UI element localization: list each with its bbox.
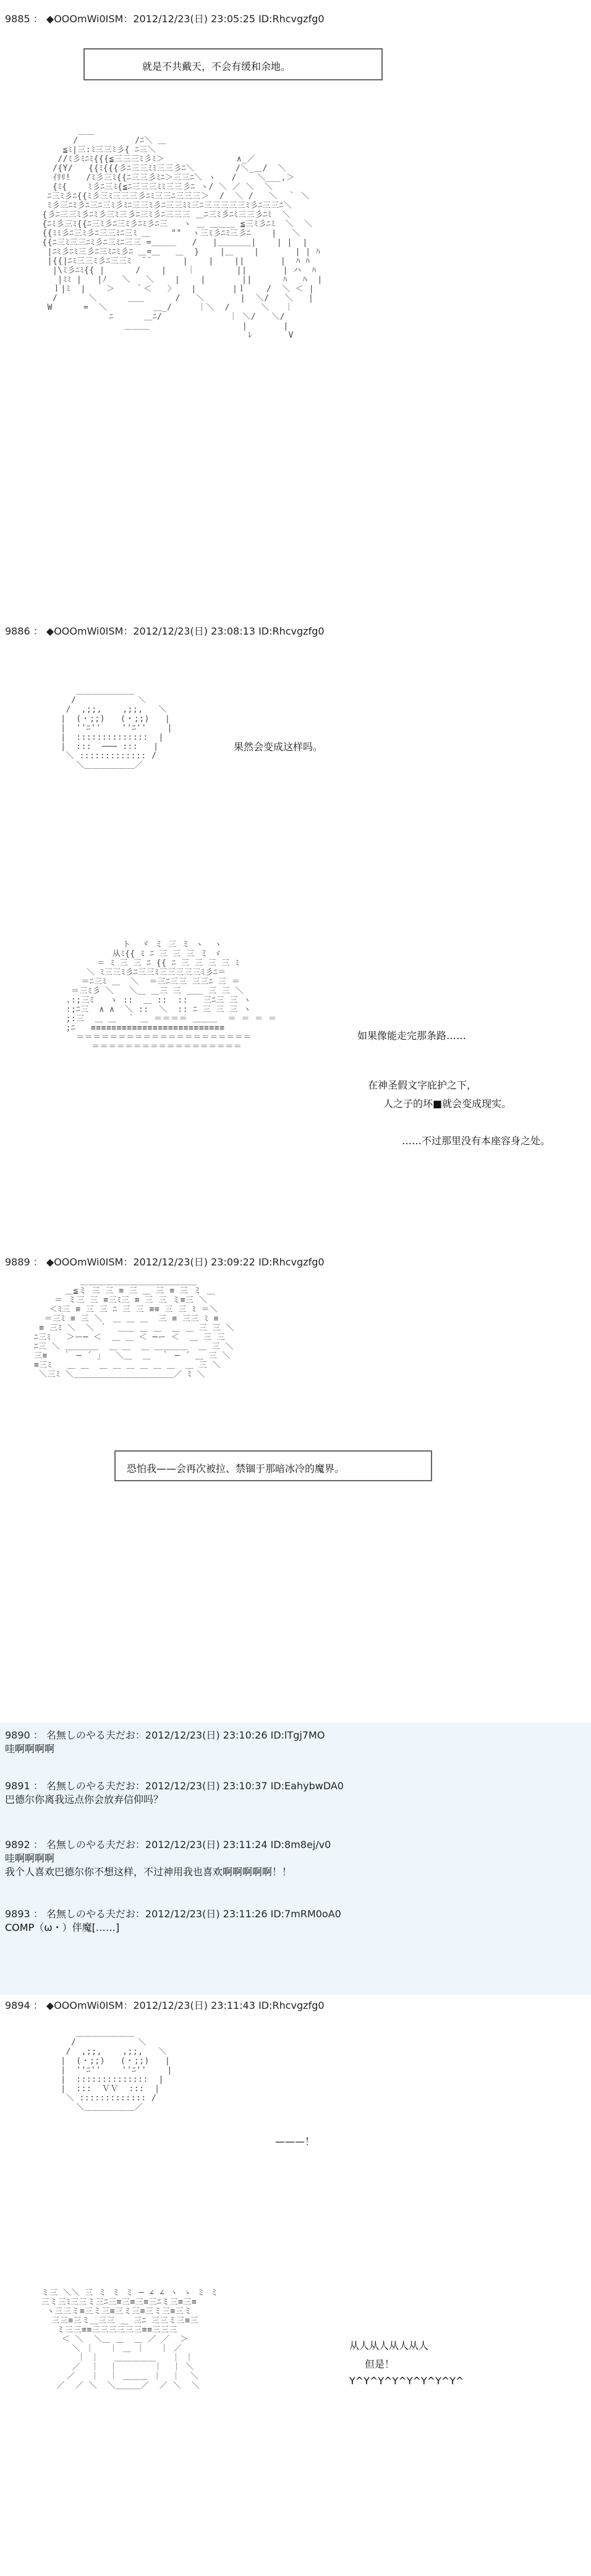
ascii-art-face: ＿＿＿＿＿＿＿ / ＼ / ,;;, ,;;, ＼ | (・;;) (・;;) | | ''ﾆ'' ''ﾆ'' | | :::::::::::::: | | ::: ─── ::: | ＼ ::::::::::::: / ＼＿＿＿＿＿＿／: [61, 687, 172, 770]
post-body: 哇啊啊啊啊: [5, 1852, 55, 1864]
speech-text: 人之子的坏■就会变成现实。: [383, 1098, 512, 1110]
speech-text: 在神圣假文字庇护之下，: [368, 1079, 477, 1091]
post-9885: [0, 0, 591, 618]
ascii-art-warrior: ＿＿ / /ﾆ＼ ＿ ≦ﾐ|三:ﾐ三三ﾐ彡{ ﾆ三＼ //ﾐ彡ﾐﾆﾐ{{{≦三三三ﾐ彡ﾐ＞ ∧_／ /{Y/ {{ﾐ{{{彡ﾆ三三ﾐﾐ三三彡ﾆ＼ /＼_＿/ ＼ ｲﾘﾘ! /ﾐ彡三ﾐ{{ﾆ三三彡ﾐﾆ＞三三ﾆ＼ ヽ / ＼___,＞ {ﾐ{ ﾐ彡ﾆ三ﾐ{≦ﾆ三三三ﾐﾐ三三彡ﾆ ヽ/ ＼ ／ ＼ ＼ ﾆ三ﾐ彡ﾆ{{ﾐ彡三ﾐ三三三彡ﾆﾐ三三ﾆ三三三＞ / ＼ / ＼ ｀ ＼ ﾐ彡三ﾆﾐ彡ﾆ三ﾆ三ﾐ彡ﾐﾆ三三ﾐ彡ﾆ三三ﾐﾐ三ﾆ三三三三三ﾐ彡ﾆ三三ﾆ＼ {彡ﾆ三三ﾐ彡ﾆﾐ彡三ﾐ三彡ﾆ三ﾐ彡ﾆ三三三 ＿ﾆ三ﾐ彡ﾆﾐ三三彡ﾆﾐ ＼ {ﾆﾐ彡三ﾐ{{ﾆ三ﾐ彡ﾆ三ﾐ彡ﾆﾐ彡ﾆ三 ヽ ＿ ＿＿＿ ≦三ﾐ彡ﾆﾐ ＼ ＼ {{ﾐﾐ彡ﾆ三ﾐ彡ﾆ三三ﾐﾆ三ﾐ ＿ "" ヽ三ﾐ彡ﾆﾐ三彡ﾆ | ＼ {{ﾆ三ﾐ三三ﾆﾐ彡ﾆ三ﾐﾆ三三 =＿＿＿ / |＿＿＿＿| | | | |ﾆﾐ彡ﾆﾐ三彡ﾆ三ﾐﾆﾐ彡ﾆ ＿=＿ ＿ } |＿ | | | ﾊ |{{|ﾆﾐ三三ﾐ彡ﾆ三三ﾐ ¨¨ | | || | ﾊ ﾊ |\ﾐ彡ﾆﾐ{{ | / | ｜ || | ハ ﾊ |ﾐﾐ | |ﾉ ＼ ＼ | | || ﾊ ﾊ | ｌ|ﾐ | ＞ ｀＜ 〉 | |ｌ / ＼ ＜ | / ＼ ＿＿ / ＼ | ＼/ ＼ | W = ＼ ＿_/ ｜＼ / ＼ ｜ ﾆ ＿ﾆ/ ｜ ＼/ ＼/ ＿＿＿ | | ﾚ V: [42, 127, 323, 340]
post-body: 我个人喜欢巴德尔你不想这样，不过神用我也喜欢啊啊啊啊啊！！: [5, 1866, 292, 1878]
post-body: 哇啊啊啊啊: [5, 1743, 55, 1755]
speech-text: 如果像能走完那条路……: [357, 1030, 467, 1042]
post-9892: [0, 1834, 591, 1899]
post-header: 9890 ： 名無しのやる夫だお：2012/12/23(日) 23:10:26 ID:lTgj7MO: [5, 1729, 325, 1741]
speech-text: ———！: [275, 2136, 315, 2147]
ascii-art-face: ＿＿＿＿＿＿＿ / ＼ / ,;;, ,;;, ＼ | (・;;) (・;;) | | ''ﾆ'' ''ﾆ'' | | :::::::::::::: | | ::: ＶＶ ::: | ＼ ::::::::::::: / ＼＿＿＿＿＿＿／: [61, 2029, 172, 2112]
speech-text: 但是！: [365, 2358, 395, 2370]
ascii-art-crowd: ト ヾ ミ 三 ミ ヽ ヽ 从ﾐ{{ ﾐ ﾆ 三 三 三 ミ ゞ ＝ ﾐ 三 三 ﾆ {{ ﾆ 三 三 三 三 ﾐ ＼ ﾐ三三ﾐ彡ﾆ三三ﾐ三三三三三ﾐ彡ﾆ＝ ＝ﾆ三ﾐ ＿ ＼ ＝三ﾆ三三 三三ﾆ 三 ＝ ＝三ﾐ彡 ＼ ＼＿ ＿三 三 ＿＿ 三 三 ＼ .:;三ﾐ ゝ :: ＿ :: :: 三ﾆ三 三 ヽ :;ﾆ三 ∧ ∧ ＼ :: ＼ :: ﾆ 三 三 三 ヽ ;:三 ＿ ＿ ｀ ＿ ＝＝＝＝ ＿＿＿ ＝ ＝ ＝ ＝ ;ﾆ ≡≡≡≡≡≡≡≡≡≡≡≡≡≡≡≡≡≡≡≡≡≡≡≡≡≡ ＝＝＝＝＝＝＝＝＝＝＝＝＝＝＝＝＝＝＝＝＝ ＝＝＝＝＝＝＝＝＝＝＝＝＝＝＝＝＝＝: [66, 940, 277, 1051]
post-header: 9886 ： ◆OOOmWi0ISM：2012/12/23(日) 23:08:13 ID:Rhcvgzfg0: [5, 625, 325, 637]
post-header: 9889 ： ◆OOOmWi0ISM：2012/12/23(日) 23:09:22 ID:Rhcvgzfg0: [5, 1256, 325, 1268]
post-header: 9893 ： 名無しのやる夫だお：2012/12/23(日) 23:11:26 ID:7mRM0oA0: [5, 1908, 341, 1920]
ascii-art-figure: ＿＿＿＿＿＿＿＿＿＿＿＿＿＿ ＿≦ミ 三 三 ≡ 三 ＿ 三 ≡ 三 ミ ＿ ＝ ミ三 三 ≡三ﾐ三 ≡ 三 三 ミ≡三 ＼ ＜ﾐ三 ≡ 三 三 ﾆ 三 三 ≡≡ 三 三 ﾐ ＝＼ ＝三ﾐ ≡ 三 ＼ ＿ ＿ ＿ 三 ≡ 三三 ﾐ ≡ ≡ 三ﾐ ＼ ＼ ｀ ＿＿ ＿ ＿ ＿ ＿ 三 三 ＼ ﾆ三ﾐ ＞ー─ ＜ ＿ ＿ ＜ ─ー ＜ ＿ 三 三 ﾆ三 ＼ ＿＿＿＿ ＿ ＿ ＿ ＿＿＿＿ ＿ 三 ＼ 三≡ ｀ ─ ´ 」 ＼＿ ＿ ｀ ─ ´ ＿ 三 ＼ ≡三ﾐ ＿ ＿ ＿ ＿ ＿ ＿ ＿ ＿ ＿ 三 ＼ ＼三ﾐ ＼＿＿＿＿＿＿＿＿＿＿＿＿／ ﾐ ＼: [33, 1277, 235, 1379]
post-9891: [0, 1775, 591, 1834]
speech-text: ……不过那里没有本座容身之处。: [402, 1135, 551, 1147]
post-header: 9891 ： 名無しのやる夫だお：2012/12/23(日) 23:10:37 ID:EahybwDA0: [5, 1780, 344, 1792]
post-header: 9885 ： ◆OOOmWi0ISM：2012/12/23(日) 23:05:25 ID:Rhcvgzfg0: [5, 13, 325, 25]
speech-text: 果然会变成这样吗。: [234, 741, 323, 753]
speech-text: Y^Y^Y^Y^Y^Y^Y^Y^: [349, 2375, 464, 2387]
post-header: 9892 ： 名無しのやる夫だお：2012/12/23(日) 23:11:24 ID:8m8ej/v0: [5, 1839, 331, 1851]
post-9893: [0, 1899, 591, 1995]
post-9886: [0, 618, 591, 1249]
post-header: 9894 ： ◆OOOmWi0ISM：2012/12/23(日) 23:11:43 ID:Rhcvgzfg0: [5, 2000, 325, 2011]
post-9890: [0, 1722, 591, 1775]
post-9894: [0, 1995, 591, 2576]
speech-text: 恐怕我——会再次被拉、禁锢于那暗冰冷的魔界。: [127, 1463, 345, 1474]
speech-text: 就是不共戴天，不会有缓和余地。: [142, 61, 291, 72]
post-9889: [0, 1249, 591, 1722]
post-body: COMP（ω・）伴魔[……]: [5, 1922, 120, 1933]
ascii-art-group: ミ三 ＼＼ 三 ミ ミ ミ ─ ∠ ∠ ヽ ゝ ミ ミ 三ミ三ﾐ三三ミ三ﾆ三≡三≡三≡三ﾆミ三≡三≡ ヽ三三ミ≡三ミ三≡三ミ三≡三ミ三≡三ミ 三三≡三ミ＿三三 ＿ 三ﾆ 三三ミ三≡三 ミ三三≡≡三三三三三三≡≡三三三 ＜ ＼ ＼＿ ＿ ＿ ／ ／ ＞ ＼ ｜ ｜ ＿ ｜ ｜ ／ ｜ ｜ ＿＿＿＿＿ ｜ ｜ ／ ｜ ｜ ｜ ｜ ＼ ／ ｜ ｜ ＿＿＿ ｜ ｜ ＼ ／ ／ ＼ ＼＿＿＿／ ／ ＼ ＼: [41, 2288, 219, 2390]
post-body: 巴德尔你离我远点你会放弃信仰吗？: [5, 1794, 164, 1805]
speech-text: 从人从人从人从人: [349, 2340, 429, 2351]
